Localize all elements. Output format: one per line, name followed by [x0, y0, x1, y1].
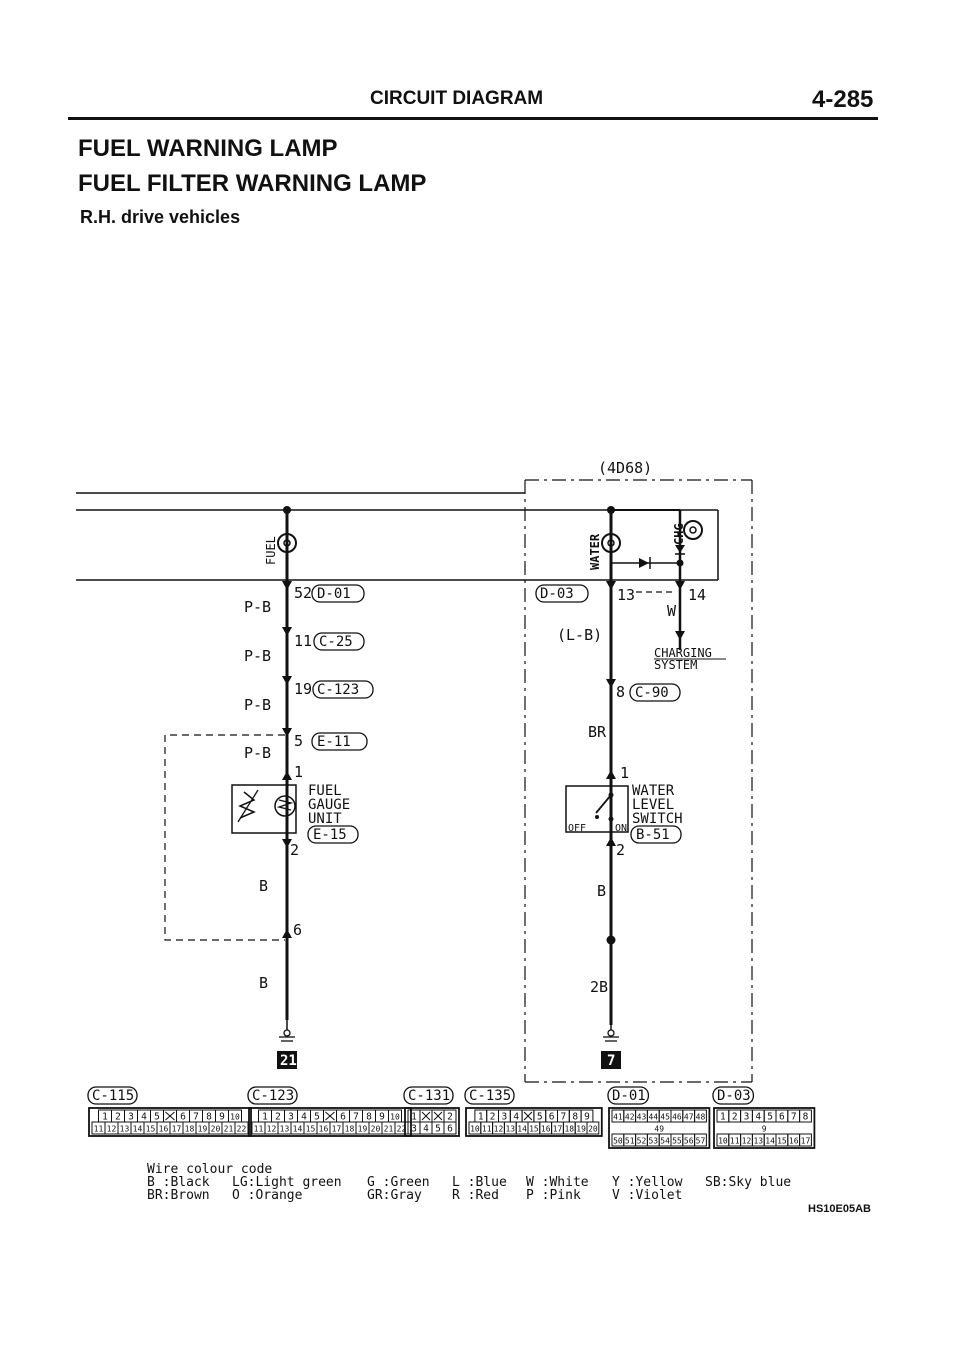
fuel-pin-11: 11 [294, 632, 313, 650]
charging-system-line-1: CHARGING [654, 646, 712, 660]
connector-label: D-03 [717, 1088, 751, 1104]
colour-gr: GR:Gray [367, 1188, 422, 1203]
connector-pin: 2 [489, 1111, 496, 1123]
ground-point-7: 7 [607, 1053, 616, 1069]
connector-pin: 22 [396, 1124, 407, 1134]
connector-pin: 10 [470, 1124, 480, 1134]
fuel-wire-b-1: B [259, 877, 269, 895]
connector-pin: 14 [132, 1124, 143, 1134]
connector-pin: 43 [636, 1112, 647, 1122]
connector-pin: 53 [648, 1136, 659, 1146]
connector-c123 [248, 1087, 411, 1136]
connector-pin: 11 [253, 1124, 264, 1134]
connector-pin: 19 [197, 1124, 208, 1134]
connector-pin: 17 [800, 1136, 811, 1146]
water-switch-line-1: WATER [632, 783, 675, 799]
connector-pin: 4 [141, 1111, 147, 1123]
connector-pin: 14 [292, 1124, 303, 1134]
fuel-junction-dot [283, 506, 291, 514]
connector-pin: 3 [501, 1111, 508, 1123]
water-pin-13: 13 [617, 586, 636, 604]
page-number: 4-285 [812, 86, 874, 113]
connector-pin: 18 [344, 1124, 355, 1134]
water-pin-2: 2 [616, 841, 626, 859]
connector-pin: 6 [180, 1111, 186, 1123]
connector-pin: 20 [210, 1124, 221, 1134]
water-circuit [536, 506, 726, 1069]
connector-pin: 18 [564, 1124, 575, 1134]
connector-pin: 55 [672, 1136, 682, 1146]
chg-lamp-icon [684, 521, 702, 539]
water-wire-lb: (L-B) [557, 626, 603, 644]
connector-pin: 13 [505, 1124, 516, 1134]
connector-pin: 7 [353, 1111, 359, 1123]
connector-pin: 52 [636, 1136, 647, 1146]
water-wire-b: B [597, 882, 607, 900]
title-fuel-warning-lamp: FUEL WARNING LAMP [78, 135, 338, 162]
connector-pin: 6 [779, 1111, 785, 1123]
colour-o: O :Orange [232, 1188, 303, 1203]
water-pin-8: 8 [616, 683, 626, 701]
water-level-switch-icon [596, 795, 611, 813]
connector-pin: 8 [572, 1111, 579, 1123]
connector-pin: 9 [219, 1111, 225, 1123]
connector-c135 [465, 1087, 602, 1136]
connector-pin: 9 [379, 1111, 385, 1123]
connector-pin: 4 [755, 1111, 762, 1123]
connector-pin: 54 [660, 1136, 670, 1146]
connector-pin: 1 [477, 1111, 484, 1123]
connector-pin: 12 [266, 1124, 277, 1134]
connector-pin: 20 [588, 1124, 598, 1134]
connector-pin: 1 [102, 1111, 108, 1123]
fuel-wire-pb-4: P-B [244, 744, 272, 762]
colour-y: Y :Yellow [612, 1175, 683, 1190]
connector-pin: 5 [154, 1111, 160, 1123]
fuel-pin-2: 2 [290, 841, 300, 859]
connector-pin: 15 [145, 1124, 156, 1134]
connector-pin: 3 [128, 1111, 134, 1123]
connector-pin: 10 [230, 1112, 240, 1122]
fuel-ground-symbol [279, 1030, 295, 1041]
water-switch-line-2: LEVEL [632, 797, 675, 813]
fuel-pin-5: 5 [294, 732, 304, 750]
connector-e11-label: E-11 [317, 734, 351, 750]
fuel-gauge-unit-line-2: GAUGE [308, 797, 351, 813]
connector-pin: 11 [729, 1136, 740, 1146]
water-meter-label: WATER [588, 533, 602, 570]
connector-c90-label: C-90 [635, 685, 669, 701]
connector-c131 [404, 1087, 459, 1136]
connector-pin: 49 [654, 1124, 665, 1134]
connector-c123-label: C-123 [317, 682, 360, 698]
connector-pin: 20 [370, 1124, 381, 1134]
connector-pin: 5 [314, 1111, 320, 1123]
connector-pin: 1 [720, 1111, 726, 1123]
connector-pin: 56 [683, 1136, 694, 1146]
connector-label: C-115 [92, 1088, 135, 1104]
connector-pin: 11 [93, 1124, 104, 1134]
connector-pin: 5 [767, 1111, 773, 1123]
connector-pin: 15 [777, 1136, 787, 1146]
connector-pin: 14 [765, 1136, 775, 1146]
charging-system-line-2: SYSTEM [654, 658, 698, 672]
connector-pin: 3 [288, 1111, 294, 1123]
connector-pin: 10 [390, 1112, 400, 1122]
connector-pin: 2 [115, 1111, 121, 1123]
connector-pin: 50 [613, 1136, 623, 1146]
connector-pin: 19 [357, 1124, 368, 1134]
water-splice-dot [607, 936, 616, 945]
connector-pin: 9 [761, 1124, 767, 1134]
connector-pin: 51 [624, 1136, 635, 1146]
connector-d03-label: D-03 [540, 586, 574, 602]
colour-lg: LG:Light green [232, 1175, 342, 1190]
connector-pin: 13 [119, 1124, 130, 1134]
connector-label: C-135 [469, 1088, 512, 1104]
connector-pin: 48 [695, 1112, 706, 1122]
fuel-wire-b-2: B [259, 974, 269, 992]
connector-pin: 5 [536, 1111, 543, 1123]
connector-pin: 7 [560, 1111, 567, 1123]
fuel-pin-1: 1 [294, 763, 304, 781]
connector-c25-label: C-25 [319, 634, 353, 650]
connector-label: D-01 [612, 1088, 646, 1104]
diode-icon [639, 558, 649, 568]
wire-colour-legend [147, 1162, 791, 1203]
connector-pin: 6 [340, 1111, 346, 1123]
connector-d03 [713, 1087, 814, 1148]
connector-pin: 46 [672, 1112, 682, 1122]
figure-code: HS10E05AB [808, 1203, 871, 1215]
fuel-wire-pb-3: P-B [244, 696, 272, 714]
fuel-gauge-sender-icon [275, 796, 295, 816]
connector-pin: 57 [695, 1136, 706, 1146]
section-title: CIRCUIT DIAGRAM [370, 88, 544, 109]
connector-pin: 42 [624, 1112, 635, 1122]
connector-pin: 12 [493, 1124, 504, 1134]
colour-br: BR:Brown [147, 1188, 210, 1203]
fuel-gauge-unit-line-3: UNIT [308, 811, 342, 827]
ground-point-21: 21 [280, 1053, 297, 1069]
chg-meter-label: CHG [672, 523, 686, 545]
connector-pin: 2 [275, 1111, 281, 1123]
connector-pin: 22 [236, 1124, 247, 1134]
colour-g: G :Green [367, 1175, 430, 1190]
connector-pin: 6 [548, 1111, 555, 1123]
connector-label: C-123 [252, 1088, 295, 1104]
connector-label: C-131 [408, 1088, 451, 1104]
colour-r: R :Red [452, 1188, 499, 1203]
connector-pin: 4 [301, 1111, 307, 1123]
connector-d01-label: D-01 [317, 586, 351, 602]
water-wire-br: BR [588, 723, 607, 741]
connector-pin: 2 [731, 1111, 738, 1123]
connector-pin: 4 [423, 1123, 429, 1135]
connector-pin: 14 [517, 1124, 527, 1134]
connector-e15-label: E-15 [313, 827, 347, 843]
connector-pin: 11 [481, 1124, 492, 1134]
chg-wire-w: W [667, 602, 677, 620]
fuel-pin-19: 19 [294, 680, 313, 698]
connector-pin: 12 [106, 1124, 117, 1134]
colour-w: W :White [526, 1175, 589, 1190]
connector-b51-label: B-51 [636, 827, 670, 843]
switch-on-label: ON [615, 823, 628, 834]
connector-pin: 7 [193, 1111, 199, 1123]
fuel-pin-6: 6 [293, 921, 303, 939]
colour-l: L :Blue [452, 1175, 507, 1190]
connector-pin: 16 [540, 1124, 551, 1134]
connector-pin: 1 [411, 1111, 417, 1123]
connector-pin: 21 [383, 1124, 394, 1134]
connector-pin: 19 [576, 1124, 586, 1134]
connector-pin: 15 [305, 1124, 316, 1134]
colour-p: P :Pink [526, 1188, 581, 1203]
connector-pin: 9 [584, 1111, 590, 1123]
water-switch-line-3: SWITCH [632, 811, 683, 827]
connector-pin: 3 [411, 1123, 417, 1135]
connector-pin: 3 [743, 1111, 750, 1123]
connector-pin: 16 [788, 1136, 799, 1146]
connector-pin: 17 [331, 1124, 342, 1134]
connector-pin: 1 [262, 1111, 268, 1123]
connector-pin: 17 [552, 1124, 563, 1134]
connector-pin: 17 [171, 1124, 182, 1134]
fuel-circuit [165, 506, 373, 1069]
fuel-pin-52: 52 [294, 584, 313, 602]
water-wire-2b: 2B [590, 978, 609, 996]
switch-off-label: OFF [568, 823, 587, 834]
colour-b: B :Black [147, 1175, 210, 1190]
connector-pin: 44 [648, 1112, 659, 1122]
connector-pin: 8 [802, 1111, 809, 1123]
colour-sb: SB:Sky blue [705, 1175, 792, 1190]
connector-pin: 13 [279, 1124, 290, 1134]
subtitle-rh-drive: R.H. drive vehicles [80, 207, 241, 227]
fuel-wire-pb-1: P-B [244, 598, 272, 616]
connector-pin: 8 [206, 1111, 212, 1123]
connector-pin: 13 [753, 1136, 764, 1146]
combination-meter-outline [76, 493, 718, 580]
connector-pin: 16 [318, 1124, 329, 1134]
connector-c115 [88, 1087, 251, 1136]
connector-d01 [608, 1087, 709, 1148]
fuel-gauge-unit-line-1: FUEL [308, 783, 342, 799]
connector-pin: 7 [790, 1111, 797, 1123]
fuel-wire-pb-2: P-B [244, 647, 272, 665]
wire-colour-heading: Wire colour code [147, 1162, 273, 1177]
connector-pin: 45 [660, 1112, 670, 1122]
connector-pin: 41 [613, 1112, 623, 1122]
fuel-meter-label: FUEL [264, 536, 278, 565]
connector-pin: 18 [184, 1124, 195, 1134]
connector-pin: 4 [513, 1111, 520, 1123]
connector-pin: 2 [447, 1111, 453, 1123]
chg-pin-14: 14 [688, 586, 707, 604]
connector-pin-strip [88, 1087, 814, 1148]
connector-pin: 6 [447, 1123, 453, 1135]
colour-v: V :Violet [612, 1188, 683, 1203]
connector-pin: 15 [529, 1124, 539, 1134]
connector-pin: 5 [435, 1123, 441, 1135]
connector-pin: 12 [741, 1136, 752, 1146]
connector-pin: 21 [223, 1124, 234, 1134]
engine-label: (4D68) [598, 459, 653, 477]
water-ground-symbol [603, 1030, 619, 1041]
water-pin-1: 1 [620, 764, 630, 782]
connector-pin: 16 [158, 1124, 169, 1134]
connector-pin: 10 [718, 1136, 728, 1146]
connector-pin: 8 [366, 1111, 372, 1123]
title-fuel-filter-warning-lamp: FUEL FILTER WARNING LAMP [78, 170, 427, 197]
connector-pin: 47 [683, 1112, 694, 1122]
